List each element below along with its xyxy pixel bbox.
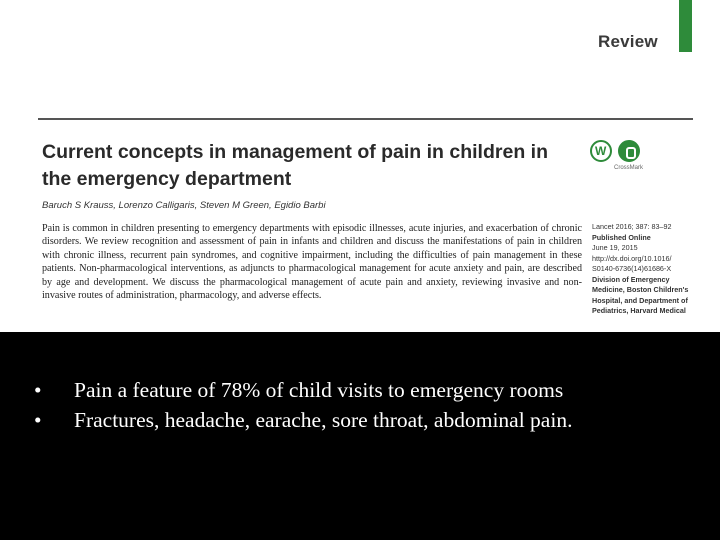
bullet-symbol: • — [34, 378, 42, 402]
article-badges — [590, 140, 650, 180]
bullet-item — [34, 375, 720, 405]
citation-line: Lancet 2016; 387: 83–92 — [592, 222, 672, 231]
open-access-icon — [590, 140, 612, 162]
slide-text-panel — [0, 332, 720, 540]
doi-id: S0140-6736(14)61686-X — [592, 264, 672, 273]
paper-authors: Baruch S Krauss, Lorenzo Calligaris, Steven M Green, Egidio Barbi — [42, 200, 326, 211]
paper-title: Current concepts in management of pain in children in the emergency department — [42, 141, 548, 190]
journal-accent-bar — [679, 0, 692, 52]
crossmark-label: CrossMark — [614, 165, 644, 171]
paper-abstract: Pain is common in children presenting to emergency departments with episodic illnesses, acute injuries, and exacerbation of chronic disorders. We review recognition and assessment of pain in infants and children and discuss the manifestations of pain in children with chronic illness, recurrent pain syndromes, and cognitive impairment, including the difficulties of pain management in these patients. Non-pharmacological interventions, as adjuncts to pharmacological management for acute anxiety and pain, are described by age and development. We discuss the pharmacological management of acute pain and anxiety, reviewing invasive and non-invasive routes of administration, pharmacology, and adverse effects. — [42, 223, 582, 302]
section-label: Review — [598, 32, 658, 51]
published-date: June 19, 2015 — [592, 243, 638, 252]
affiliation: Division of Emergency Medicine, Boston Children's Hospital, and Department of Pediatrics, Harvard Medical — [592, 274, 689, 315]
header-rule — [38, 118, 693, 120]
doi-url: http://dx.doi.org/10.1016/ — [592, 253, 672, 263]
crossmark-icon — [618, 140, 640, 162]
bullet-list — [34, 375, 720, 435]
article-sidebar — [592, 222, 692, 317]
published-line: Published Online — [592, 232, 651, 242]
bullet-item — [34, 405, 720, 435]
bullet-symbol: • — [34, 408, 42, 432]
bullet-text: Fractures, headache, earache, sore throat, abdominal pain. — [74, 408, 573, 432]
bullet-text: Pain a feature of 78% of child visits to emergency rooms — [74, 378, 564, 402]
